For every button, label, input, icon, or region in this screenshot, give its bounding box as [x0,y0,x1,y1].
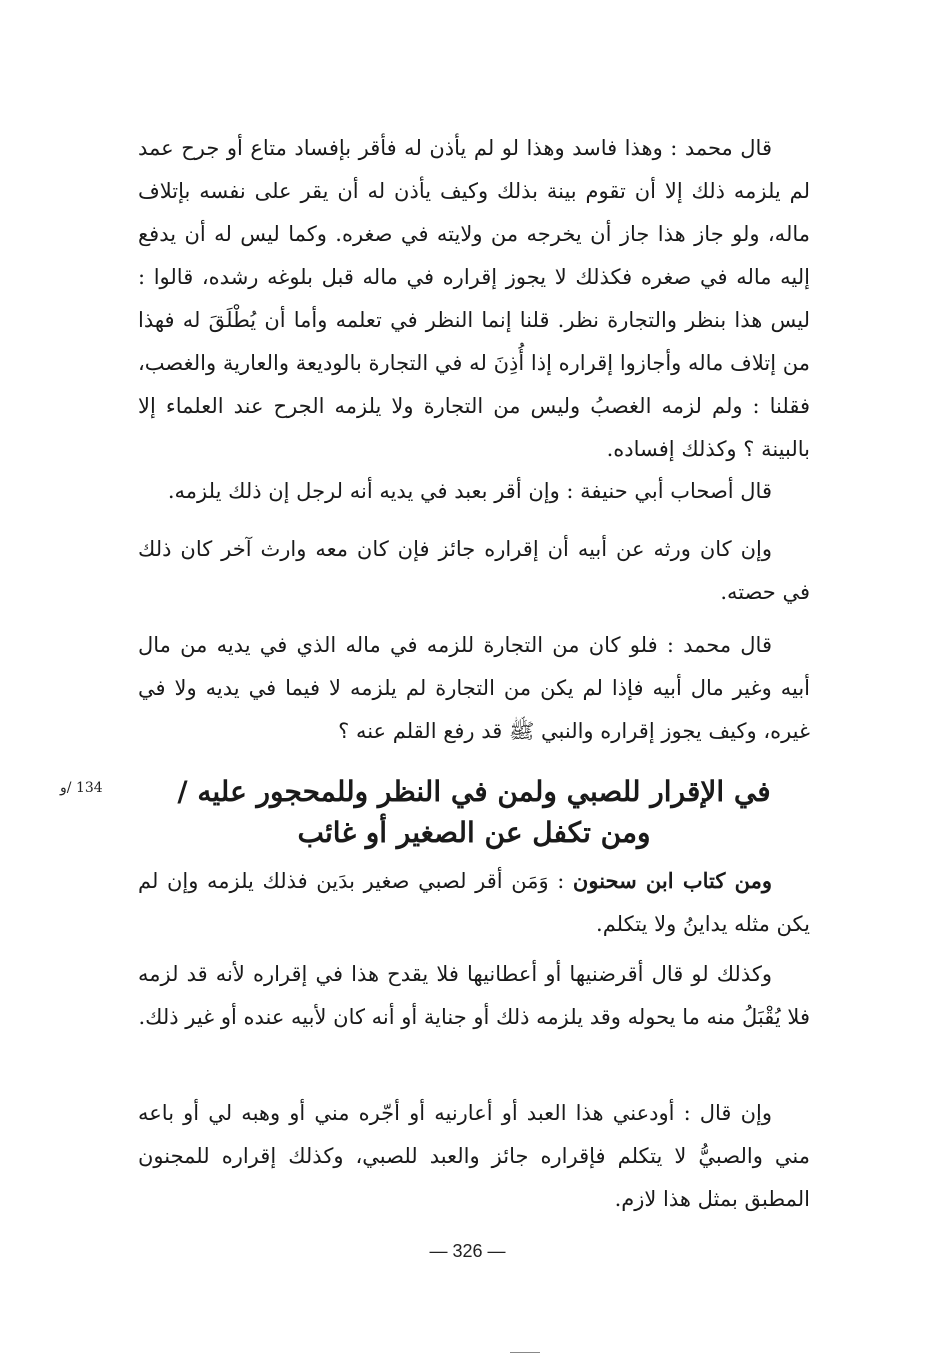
paragraph-inheritance: وإن كان ورثه عن أبيه أن إقراره جائز فإن كان معه وارث آخر كان ذلك في حصته. [138,537,810,604]
paragraph-muhammad-1: قال محمد : وهذا فاسد وهذا لو لم يأذن له فأقر بإفساد متاع أو جرح عمد لم يلزمه ذلك إلا أن تقوم بينة بذلك وكيف يأذن له أن يقر على نفسه بإتلاف ماله، ولو جاز هذا جاز أن يخرجه من ولايته في صغره. وكما ليس له أن يدفع إليه ماله في صغره فكذلك لا يجوز إقراره في ماله قبل بلوغه رشده، قالوا : ليس هذا بنظر والتجارة نظر. قلنا إنما النظر في تعلمه وأما أن يُطْلَقَ له فهذا من إتلاف ماله وأجازوا إقراره إذا أُذِنَ له في التجارة بالوديعة والعارية والغصب، فقلنا : ولم لزمه الغصبُ وليس من التجارة ولا يلزمه الجرح عند العلماء إلا بالبينة ؟ وكذلك إفساده. [138,136,810,461]
page-number: — 326 — [429,1241,506,1261]
source-title: ومن كتاب ابن سحنون [572,868,772,893]
paragraph-ibn-sahnun-text: : وَمَن أقر لصبي صغير بدَين فذلك يلزمه وإن لم يكن مثله يداينُ ولا يتكلم. [138,869,810,936]
paragraph-deposit: وإن قال : أودعني هذا العبد أو أعارنيه أو أجّره مني أو وهبه لي أو باعه مني والصبيُّ لا يتكلم فإقراره جائز والعبد للصبي، وكذلك إقراره للمجنون المطبق بمثل هذا لازم. [138,1101,810,1211]
paragraph-loan: وكذلك لو قال أقرضنيها أو أعطانيها فلا يقدح هذا في إقراره لأنه قد لزمه فلا يُقْبَلُ منه ما يحوله وقد يلزمه ذلك أو جناية أو أنه كان لأبيه عنده أو غير ذلك. [138,962,810,1029]
folio-marker: 134 /و [60,780,103,796]
paragraph-muhammad-2: قال محمد : فلو كان من التجارة للزمه في ماله الذي في يديه من مال أبيه وغير مال أبيه فإذا لم يكن من التجارة لم يلزمه لا فيما في يديه ولا في غيره، وكيف يجوز إقراره والنبي ﷺ قد رفع القلم عنه ؟ [138,633,810,743]
paragraph-ibn-sahnun [138,859,810,946]
section-heading-line-2: ومن تكفل عن الصغير أو غائب [297,816,651,849]
paragraph-abu-hanifa: قال أصحاب أبي حنيفة : وإن أقر بعبد في يديه أنه لرجل إن ذلك يلزمه. [167,479,772,503]
bottom-rule [510,1352,540,1353]
section-heading-line-1: في الإقرار للصبي ولمن في النظر وللمحجور عليه / [177,775,771,808]
